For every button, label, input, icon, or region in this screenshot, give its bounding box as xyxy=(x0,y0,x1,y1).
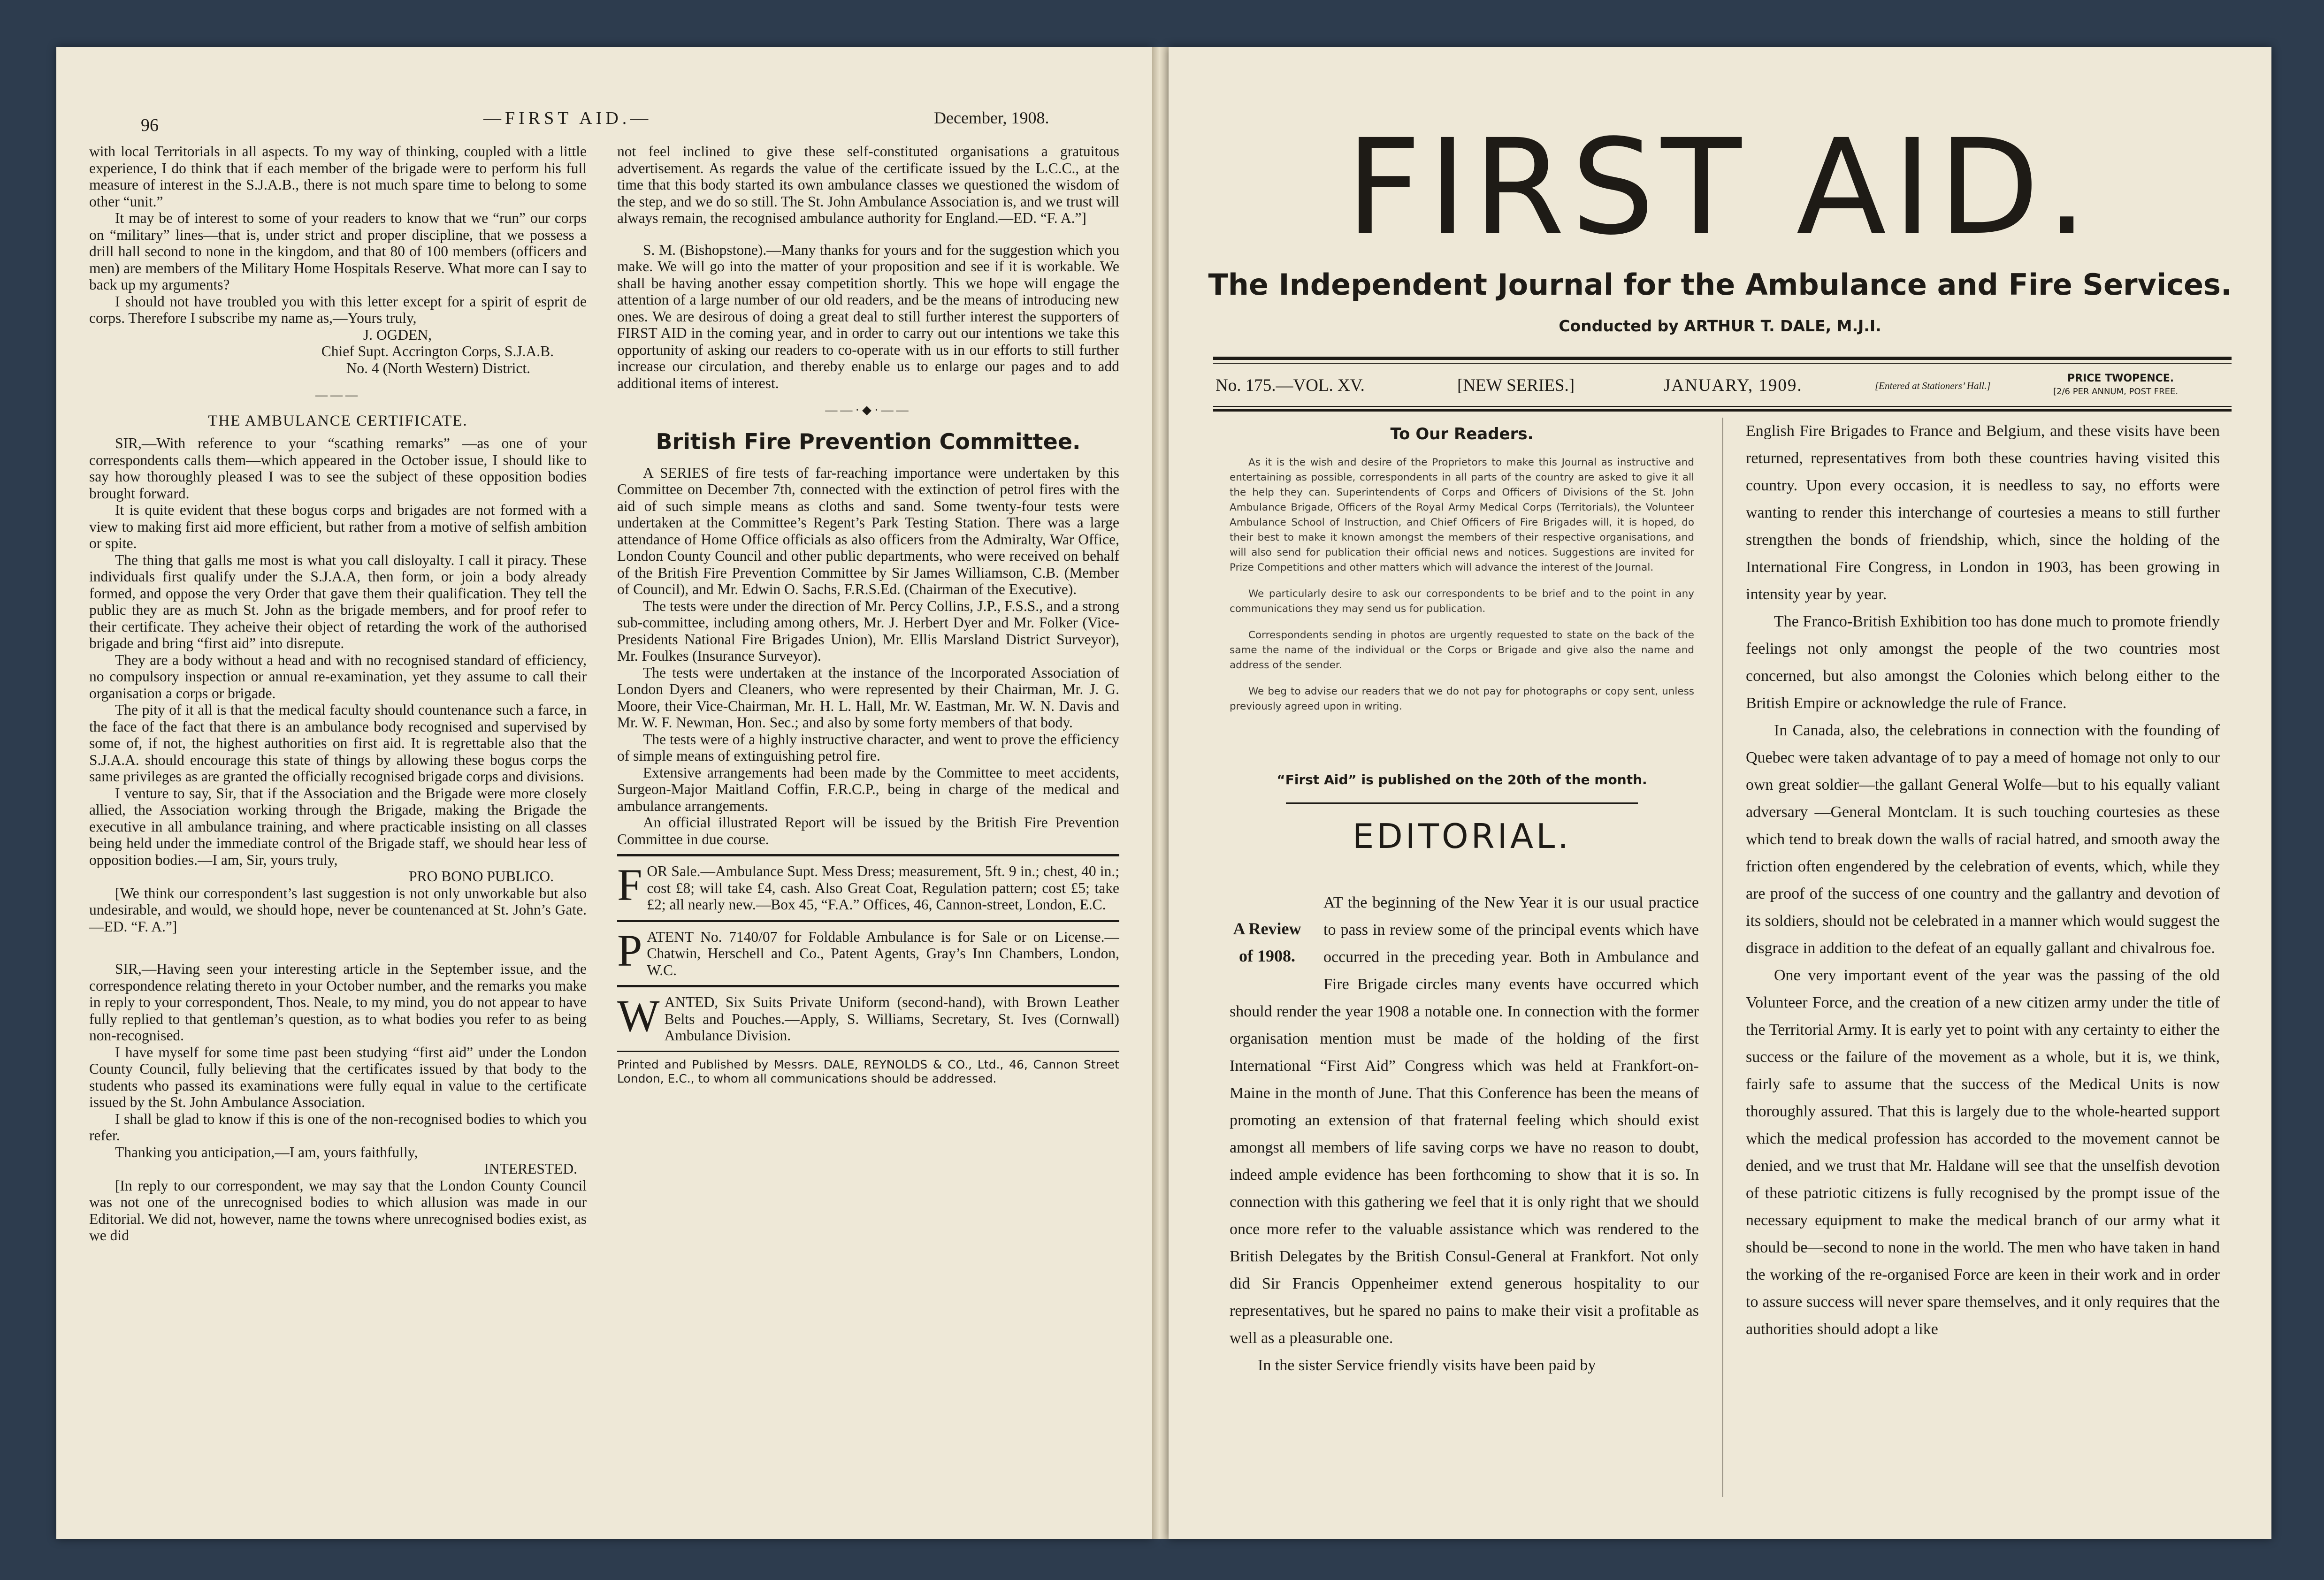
review-label-line: of 1908. xyxy=(1239,946,1295,965)
readers-notice xyxy=(1230,455,1694,725)
book-spine xyxy=(1152,47,1169,1539)
paragraph: The tests were of a highly instructive character, and went to prove the efficiency of simple means of extinguishing petrol fire. xyxy=(617,731,1119,764)
issue-series: [NEW SERIES.] xyxy=(1457,376,1575,395)
classified-ad xyxy=(617,920,1119,979)
issue-date: December, 1908. xyxy=(934,108,1049,127)
ad-text: ATENT No. 7140/07 for Foldable Ambulance is for Sale or on License.—Chatwin, Herschell and Co., Patent Agents, Gray’s Inn Chambers, London, W.C. xyxy=(647,928,1119,978)
notice-paragraph: We particularly desire to ask our correspondents to be brief and to the point in any communications they may send us for publication. xyxy=(1230,588,1694,615)
paragraph: I should not have troubled you with this letter except for a spirit of esprit de corps. Therefore I subscribe my name as,—Yours truly, xyxy=(89,293,587,326)
section-heading-bfpc: British Fire Prevention Committee. xyxy=(656,428,1081,454)
paragraph: It may be of interest to some of your readers to know that we “run” our corps on “military” lines—that is, under strict and proper discipline, that we possess a drill hall second to none in the kingdom, and that 80 of 100 members (officers and men) are members of the Military Home Hospitals Reserve. What more can I say to back up my arguments? xyxy=(89,210,587,293)
price: PRICE TWOPENCE. xyxy=(2067,373,2174,384)
section-rule: ——— xyxy=(315,388,360,402)
editor-note: [We think our correspondent’s last suggestion is not only unworkable but also undesirable, and would, we should hope, never be countenanced at St. John’s Gate.—ED. “F. A.”] xyxy=(89,885,587,935)
ad-initial: P xyxy=(617,925,642,976)
publication-note: “First Aid” is published on the 20th of the month. xyxy=(1277,772,1647,787)
ad-initial: W xyxy=(617,991,660,1041)
signature-name: J. OGDEN, xyxy=(363,326,432,343)
paragraph: SIR,—With reference to your “scathing remarks” —as one of your correspondents calls them—which appeared in the October issue, I should like to say how thoroughly pleased I was to see the subject of these opposition bodies brought forward. xyxy=(89,435,587,502)
page-number: 96 xyxy=(141,115,159,135)
signature-interested: INTERESTED. xyxy=(484,1160,577,1177)
paragraph: The tests were under the direction of Mr. Percy Collins, J.P., F.S.S., and a strong sub-committee, including among others, Mr. J. Herbert Dyer and Mr. Folker (Vice-Presidents National Fire Brigades Union), Mr. Ellis Marsland District Surveyor), Mr. Foulkes (Insurance Surveyor). xyxy=(617,597,1119,664)
editorial-paragraph: One very important event of the year was the passing of the old Volunteer Force, and the creation of a new citizen army under the title of the Territorial Army. It is early yet to point with any certainty to either the success or the failure of the movement as a whole, but it is, we think, fairly safe to assume that the success of the Medical Units is now thoroughly assured. That this is largely due to the whole-hearted support which the medical profession has accorded to the movement cannot be denied, and we trust that Mr. Haldane will see that the unselfish devotion of these patriotic citizens is fully recognised by the prompt issue of the necessary equipment to make the medical branch of our army what it should be—second to none in the world. The men who have taken in hand the working of the re-organised Force are keen in their work and in order to assure success will never spare themselves, and it only requires that the authorities should adopt a like xyxy=(1746,967,2220,1338)
paragraph: A SERIES of fire tests of far-reaching importance were undertaken by this Committee on December 7th, connected with the extinction of petrol fires with the aid of such simple means as cloths and sand. Some twenty-four tests were undertaken at the Committee’s Regent’s Park Testing Station. There was a large attendance of Home Office officials as also officers from the Admiralty, War Office, London County Council and other public departments, who were received on behalf of the British Fire Prevention Committee by Sir James Williamson, C.B. (Member of Council), and Mr. Edwin O. Sachs, F.R.S.Ed. (Chairman of the Executive). xyxy=(617,464,1119,597)
issue-rule xyxy=(1213,406,2232,412)
paragraph: They are a body without a head and with no recognised standard of efficiency, no compulsory inspection or annual re-examination, yet they assume to call their organisation a corps or brigade. xyxy=(89,651,587,702)
editorial-paragraph: English Fire Brigades to France and Belgium, and these visits have been returned, representatives from both these countries having visited this country. Upon every occasion, it is needless to say, no efforts were wanting to render this interchange of courtesies a means to still further strengthen the bonds of friendship, which, since the holding of the International Fire Congress, in London in 1903, has been growing in intensity year by year. xyxy=(1746,422,2220,603)
paragraph: An official illustrated Report will be issued by the British Fire Prevention Committee in due course. xyxy=(617,814,1119,847)
entered-note: [Entered at Stationers’ Hall.] xyxy=(1875,380,1991,391)
ornament-divider: ——·◆·—— xyxy=(825,403,911,417)
masthead-title: FIRST AID. xyxy=(1345,111,2095,264)
price-annum: [2/6 PER ANNUM, POST FREE. xyxy=(2053,387,2179,397)
editorial-paragraph: AT the beginning of the New Year it is our usual practice to pass in review some of the principal events which have occurred in the preceding year. Both in Ambulance and Fire Brigade circles many events have occurred which should render the year 1908 a notable one. In connection with the former organisation mention must be made of the holding of the first International “First Aid” Congress which was held at Frankfort-on-Maine in the month of June. That this Conference has been the means of promoting an extension of that fraternal feeling which should exist amongst all members of life saving corps we have no reason to doubt, indeed ample evidence has been forthcoming to show that it is so. In connection with this gathering we feel that it is only right that we should once more refer to the valuable assistance which was rendered to the British Delegates by the British Consul-General at Frankfort. Not only did Sir Francis Oppenheimer extend generous hospitality to our representatives, but he spared no pains to make their visit a profitable as well as a pleasurable one. xyxy=(1230,894,1699,1347)
section-heading-ambulance-certificate: THE AMBULANCE CERTIFICATE. xyxy=(208,412,468,429)
ad-text: OR Sale.—Ambulance Supt. Mess Dress; measurement, 5ft. 9 in.; chest, 40 in.; cost £8; will take £4, cash. Also Great Coat, Regulation pattern; cost £5; take £2; all nearly new.—Box 45, “F.A.” Offices, 46, Cannon-street, London, E.C. xyxy=(647,863,1119,913)
column-divider xyxy=(1722,418,1723,1497)
paragraph: The tests were undertaken at the instance of the Incorporated Association of London Dyers and Cleaners, who were represented by their Chairman, Mr. J. G. Moore, their Vice-Chairman, Mr. H. L. Hall, Mr. W. Eastman, Mr. W. N. Davis and Mr. W. F. Newman, Hon. Sec.; and also by some forty members of that body. xyxy=(617,664,1119,731)
issue-month: JANUARY, 1909. xyxy=(1664,376,1803,395)
right-page xyxy=(1169,47,2271,1539)
issue-number: No. 175.—VOL. XV. xyxy=(1216,376,1365,395)
paragraph: I have myself for some time past been studying “first aid” under the London County Council, fully believing that the certificates issued by that body to the students who passed its examinations were fully equal in value to the certificate issued by the St. John Ambulance Association. xyxy=(89,1044,587,1110)
left-column-1 xyxy=(89,143,587,1513)
editorial-column-1 xyxy=(1230,889,1699,1499)
running-title: —FIRST AID.— xyxy=(483,108,652,128)
masthead-rule xyxy=(1213,357,2232,364)
paragraph: The pity of it all is that the medical faculty should countenance such a farce, in the face of the fact that there is an ambulance body recognised and supervised by some of, if not, the highest authorities on first aid. It is regrettable also that the S.J.A.A. should encourage this state of things by allowing these bogus corps the same privileges as are granted the officially recognised brigade corps and divisions. xyxy=(89,702,587,785)
classified-ad xyxy=(617,854,1119,913)
editorial-paragraph: The Franco-British Exhibition too has done much to promote friendly feelings not only amongst the people of the two countries most concerned, but also amongst the Colonies which belong either to the British Empire or acknowledge the rule of France. xyxy=(1746,613,2220,712)
paragraph: Extensive arrangements had been made by the Committee to meet accidents, Surgeon-Major Maitland Coffin, F.R.C.P., being in charge of the medical and ambulance arrangements. xyxy=(617,764,1119,814)
left-page xyxy=(56,47,1152,1539)
notice-paragraph: Correspondents sending in photos are urgently requested to state on the back of the same the name of the individual or the Corps or Brigade and give also the name and address of the sender. xyxy=(1230,629,1694,671)
readers-heading: To Our Readers. xyxy=(1390,425,1534,443)
ad-text: ANTED, Six Suits Private Uniform (second-hand), with Brown Leather Belts and Pouches.—Apply, S. Williams, Secretary, St. Ives (Cornwall) Ambulance Division. xyxy=(664,994,1119,1044)
masthead-subtitle: The Independent Journal for the Ambulance and Fire Services. xyxy=(1208,267,2232,302)
signature-district: No. 4 (North Western) District. xyxy=(346,359,530,376)
paragraph: S. M. (Bishopstone).—Many thanks for yours and for the suggestion which you make. We will go into the matter of your proposition and see if it is workable. We shall be having another essay competition shortly. This we hope will engage the attention of a large number of our old readers, and be the means of introducing new ones. We are desirous of doing a great deal to still further interest the supporters of FIRST AID in the coming year, and in order to carry out our intentions we take this opportunity of asking our readers to co-operate with us in our efforts to still further increase our circulation, and thereby enable us to enlarge our pages and to add additional items of interest. xyxy=(617,241,1119,391)
review-label-line: A Review xyxy=(1233,919,1301,938)
paragraph: SIR,—Having seen your interesting article in the September issue, and the correspondence relating thereto in your October number, and the remarks you make in reply to your correspondent, Thos. Neale, to my mind, you do not appear to have fully replied to that gentleman’s question, as to what bodies you refer to as being non-recognised. xyxy=(89,961,587,1044)
issue-bar xyxy=(1213,371,2232,404)
notice-paragraph: As it is the wish and desire of the Proprietors to make this Journal as instructive and entertaining as possible, correspondents in all parts of the country are asked to give it all the help they can. Superintendents of Corps and Officers of Divisions of the St. John Ambulance Brigade, Officers of the Royal Army Medical Corps (Territorials), the Volunteer Ambulance School of Instruction, and Chief Officers of Fire Brigades will, it is hoped, do their best to make it known amongst the members of their respective organisations, and will also send for publication their official news and notices. Suggestions are invited for Prize Competitions and other matters which will advance the interest of the Journal. xyxy=(1230,457,1694,573)
editorial-heading: EDITORIAL. xyxy=(1352,817,1572,856)
printer-imprint: Printed and Published by Messrs. DALE, REYNOLDS & CO., Ltd., 46, Cannon Street London, E.C., to whom all communications should be addressed. xyxy=(617,1051,1119,1086)
editorial-column-2 xyxy=(1746,418,2220,1502)
paragraph: It is quite evident that these bogus corps and brigades are not formed with a view to making first aid more efficient, but rather from a motive of selfish ambition or spite. xyxy=(89,502,587,551)
left-column-2 xyxy=(617,143,1119,1513)
paragraph: Thanking you anticipation,—I am, yours faithfully, xyxy=(115,1144,418,1160)
editor-note: [In reply to our correspondent, we may say that the London County Council was not one of the unrecognised bodies to which allusion was made in our Editorial. We did not, however, name the towns where unrecognised bodies exist, as we did xyxy=(89,1177,587,1244)
editorial-paragraph: In the sister Service friendly visits have been paid by xyxy=(1258,1357,1596,1374)
signature-title: Chief Supt. Accrington Corps, S.J.A.B. xyxy=(321,343,554,359)
paragraph: with local Territorials in all aspects. To my way of thinking, coupled with a little experience, I do think that if each member of the brigade were to perform his full measure of interest in the S.J.A.B., there is not much spare time to belong to some other “unit.” xyxy=(89,143,587,210)
classified-ad xyxy=(617,985,1119,1044)
paragraph: The thing that galls me most is what you call disloyalty. I call it piracy. These individuals first qualify under the S.J.A.A, then form, or join a body already formed, and oppose the very Order that gave them their qualification. They tell the public they are as much St. John as the brigade members, and for proof refer to their certificate. They acheive their object of retarding the work of the authorised brigade and bring “first aid” into disrepute. xyxy=(89,551,587,651)
signature-pro-bono: PRO BONO PUBLICO. xyxy=(409,868,554,885)
notice-paragraph: We beg to advise our readers that we do not pay for photographs or copy sent, unless previously agreed upon in writing. xyxy=(1230,686,1694,712)
editorial-rule xyxy=(1286,802,1638,804)
paragraph: not feel inclined to give these self-constituted organisations a gratuitous advertisement. As regards the value of the certificate issued by the L.C.C., at the time that this body started its own ambulance classes we questioned the wisdom of the step, and we do so still. The St. John Ambulance Association is, and we trust will always remain, the recognised ambulance authority for England.—ED. “F. A.”] xyxy=(617,143,1119,226)
masthead-conducted: Conducted by ARTHUR T. DALE, M.J.I. xyxy=(1559,317,1881,335)
paragraph: I shall be glad to know if this is one of the non-recognised bodies to which you refer. xyxy=(89,1110,587,1144)
ad-initial: F xyxy=(617,860,642,910)
editorial-paragraph: In Canada, also, the celebrations in connection with the founding of Quebec were taken advantage of to pay a meed of homage not only to our own great soldier—the gallant General Wolfe—but to his equally valiant adversary —General Montclam. It is such touching courtesies as these which tend to break down the walls of racial hatred, and smooth away the friction often engendered by the celebration of events, which, while they are proof of the success of one country and the gallantry and devotion of its soldiers, should not be celebrated in a manner which would suggest the disgrace in addition to the defeat of an equally gallant and chivalrous foe. xyxy=(1746,722,2220,957)
paragraph: I venture to say, Sir, that if the Association and the Brigade were more closely allied, the Association working through the Brigade, making the Brigade the executive in all ambulance training, and where practicable insisting on all classes being held under the immediate control of the Brigade staff, we should hear less of opposition bodies.—I am, Sir, yours truly, xyxy=(89,785,587,868)
